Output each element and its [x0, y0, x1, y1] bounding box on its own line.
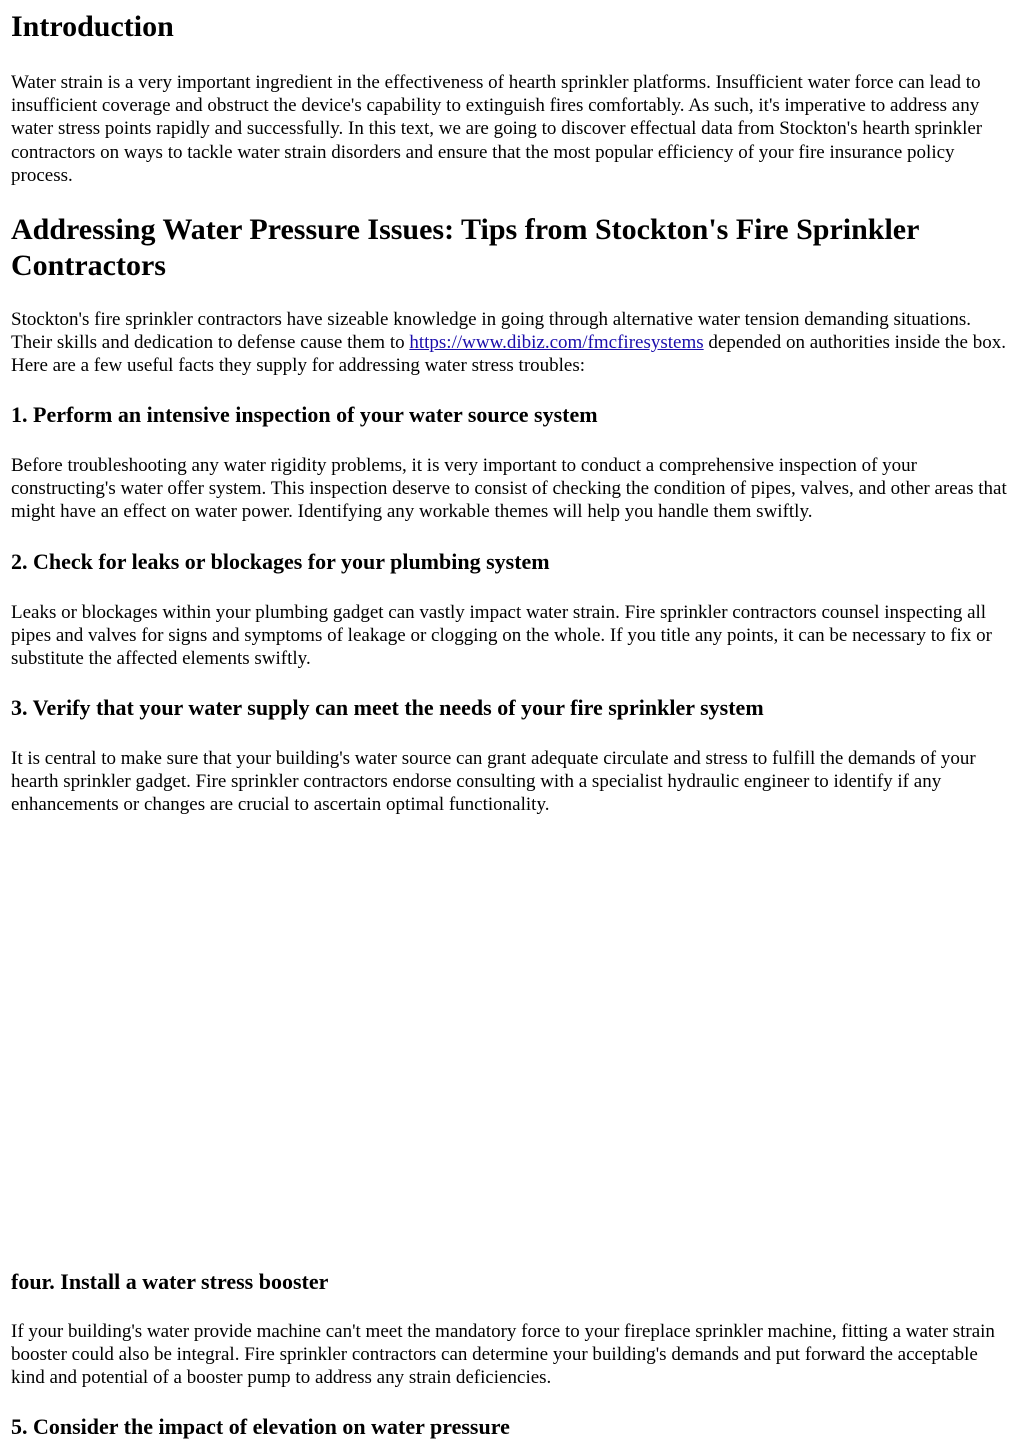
heading-step-2-leaks: 2. Check for leaks or blockages for your plumbing system: [11, 549, 550, 574]
heading-step-3-verify-supply: 3. Verify that your water supply can meet the needs of your fire sprinkler system: [11, 695, 764, 720]
heading-step-4-booster: four. Install a water stress booster: [11, 1269, 329, 1294]
paragraph-step-1: Before troubleshooting any water rigidity problems, it is very important to conduct a comprehensive inspection of your constructing's water offer system. This inspection deserve to consist of checking the condition of pipes, valves, and other areas that might have an effect on water power. Identifying any workable themes will help you handle them swiftly.: [11, 455, 1007, 523]
paragraph-step-2: Leaks or blockages within your plumbing gadget can vastly impact water strain. Fire sprinkler contractors counsel inspecting all pipes and valves for signs and symptoms of leakage or clogging on the whole. If you title any points, it can be necessary to fix or substitute the affected elements swiftly.: [11, 602, 992, 670]
paragraph-step-3: It is central to make sure that your building's water source can grant adequate circulate and stress to fulfill the demands of your hearth sprinkler gadget. Fire sprinkler contractors endorse consulting with a specialist hydraulic engineer to identify if any enhancements or changes are crucial to ascertain optimal functionality.: [11, 748, 976, 816]
paragraph-introduction: Water strain is a very important ingredient in the effectiveness of hearth sprinkler platforms. Insufficient water force can lead to insufficient coverage and obstruct the device's capability to extinguish fires comfortably. As such, it's imperative to address any water stress points rapidly and successfully. In this text, we are going to discover effectual data from Stockton's hearth sprinkler contractors on ways to tackle water strain disorders and ensure that the most popular efficiency of your fire insurance policy process.: [11, 72, 983, 186]
heading-step-5-elevation: 5. Consider the impact of elevation on water pressure: [11, 1414, 510, 1439]
dibiz-fmcfiresystems-link[interactable]: https://www.dibiz.com/fmcfiresystems: [409, 332, 704, 354]
paragraph-text-before-link: Stockton's fire sprinkler contractors have sizeable knowledge in going through alternative water tension demanding situations. Their skills and dedication to defense cause them to: [11, 309, 972, 354]
paragraph-text-after-link: depended on authorities inside the box. Here are a few useful facts they supply for addressing water stress troubles:: [11, 332, 1006, 377]
heading-step-1-inspection: 1. Perform an intensive inspection of your water source system: [11, 402, 598, 427]
heading-addressing-water-pressure: Addressing Water Pressure Issues: Tips from Stockton's Fire Sprinkler Contractors: [11, 213, 919, 282]
paragraph-contractors-intro: [11, 308, 1015, 378]
blank-space: [11, 822, 1015, 1262]
heading-introduction: Introduction: [11, 10, 174, 43]
paragraph-step-4: If your building's water provide machine can't meet the mandatory force to your fireplace sprinkler machine, fitting a water strain booster could also be integral. Fire sprinkler contractors can determine your building's demands and put forward the acceptable kind and potential of a booster pump to address any strain deficiencies.: [11, 1321, 995, 1389]
